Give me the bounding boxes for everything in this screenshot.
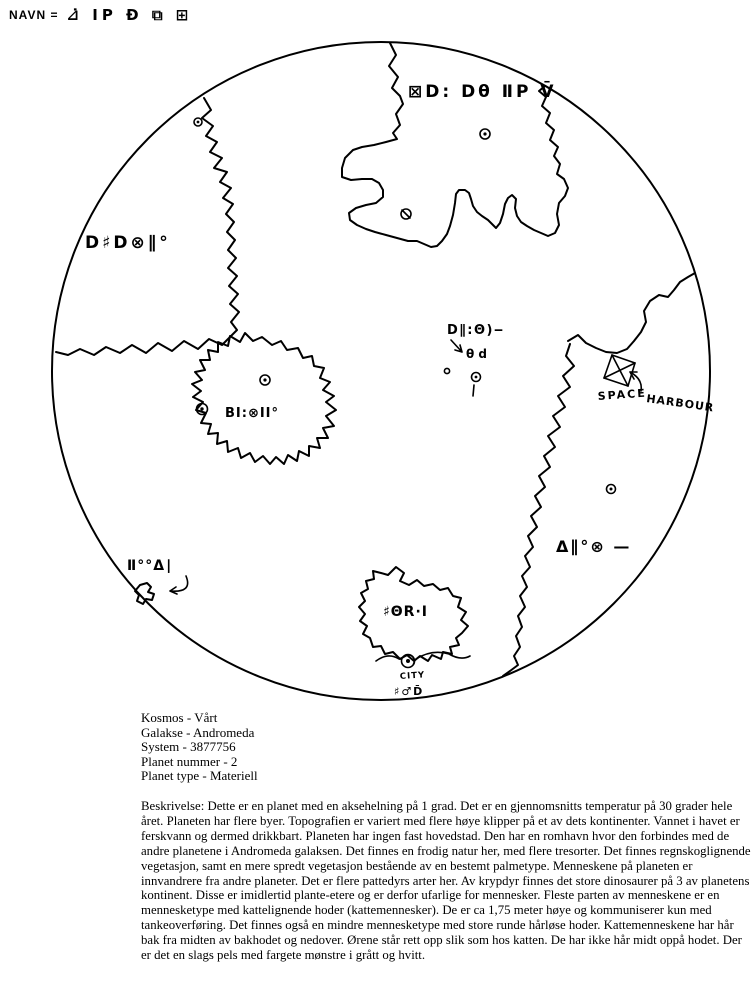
city-marker (260, 375, 270, 385)
label-mid-continent: ΒΙ:⊗ΙΙ° (225, 406, 280, 421)
small-theta-mark (472, 373, 481, 397)
city-marker-crossed (401, 209, 411, 219)
label-top-continent: ⊠D: Dθ ⅡP V̄ (408, 82, 557, 102)
small-dot-mark (444, 368, 449, 373)
city-marker (480, 129, 490, 139)
meta-planet-nummer: Planet nummer - 2 (141, 753, 238, 769)
label-bottom-continent: ♯ΘR·Ι (383, 604, 428, 620)
planet-metadata (141, 711, 258, 784)
city-caption: CITY (399, 670, 426, 682)
meta-planet-type: Planet type - Materiell (141, 768, 258, 784)
island-arrow (170, 576, 188, 594)
space-harbour-label-2: HARBOUR (645, 392, 716, 415)
planet-circle (52, 42, 710, 700)
island-bottom-left (135, 583, 154, 604)
continent-top-coast (342, 43, 568, 247)
center-note-glyphs-2: θ d (466, 347, 488, 361)
city-marker (607, 485, 616, 494)
center-arrow (451, 340, 462, 352)
navn-alien-glyphs: ⊿̇ ΙΡ Ð ⧉ ⊞ (66, 6, 193, 24)
meta-kosmos: Kosmos - Vårt (141, 710, 218, 725)
label-right-continent: Δ∥°⊗ — (556, 537, 632, 556)
continent-right-west-coast (503, 344, 574, 676)
navn-label: NAVN = (9, 8, 59, 22)
space-harbour-label-1: SPACE (597, 386, 648, 403)
continent-right-north-coast (568, 273, 695, 353)
meta-galakse: Galakse - Andromeda (141, 724, 255, 740)
center-note-glyphs: D∥:Θ)‒ (447, 323, 505, 338)
meta-system: System - 3877756 (141, 739, 236, 755)
planet-description: Beskrivelse: Dette er en planet med en aksehelning på 1 grad. Det er en gjennomsnitts temperatur på 30 grader hele året. Planeten har flere byer. Topografien er variert med flere høye klipper på et av dets kontinenter. Vannet i havet er ferskvann og dermed drikkbart. Planeten har ingen fast hovedstad. Den har en romhavn hvor den forbindes med de andre planetene i Andromeda galaksen. Det finnes en frodig natur her, med flere tresorter. Det finnes regnskoglignende vegetasjon, samt en mere spredt vegetasjon bestående av en bestemt palmetype. Menneskene på planeten er innvandrere fra andre planeter. Det er flere pattedyrs arter her. Av krypdyr finnes det store dinosaurer på 3 av planetens kontinent. Disse er imidlertid plante-etere og er derfor ufarlige for mennesker. Fleste parten av menneskene er en mennesketype med kattelignende hoder (kattemennesker). De er ca 1,75 meter høye og kommuniserer kun med tankeoverføring. Det finnes også en mindre mennesketype med store runde hårløse hoder. Kattemenneskene har hår bak fra midten av bakhodet og nedover. Ørene står rett opp slik som hos katten. De har ikke hår midt oppå hodet. Der er det en slags pels med fargete mønstre i grått og hvitt. (141, 799, 751, 963)
city-glyph-label: ♯♂D̄ (394, 685, 425, 698)
label-bottom-island: Ⅱ°°Δ∣ (127, 558, 174, 574)
label-left-continent: D♯D⊗∥° (85, 233, 171, 253)
continent-mid-left (192, 333, 336, 464)
city-marker (194, 118, 202, 126)
space-harbour-symbol (604, 355, 635, 386)
continent-top-left-coast (56, 98, 239, 355)
